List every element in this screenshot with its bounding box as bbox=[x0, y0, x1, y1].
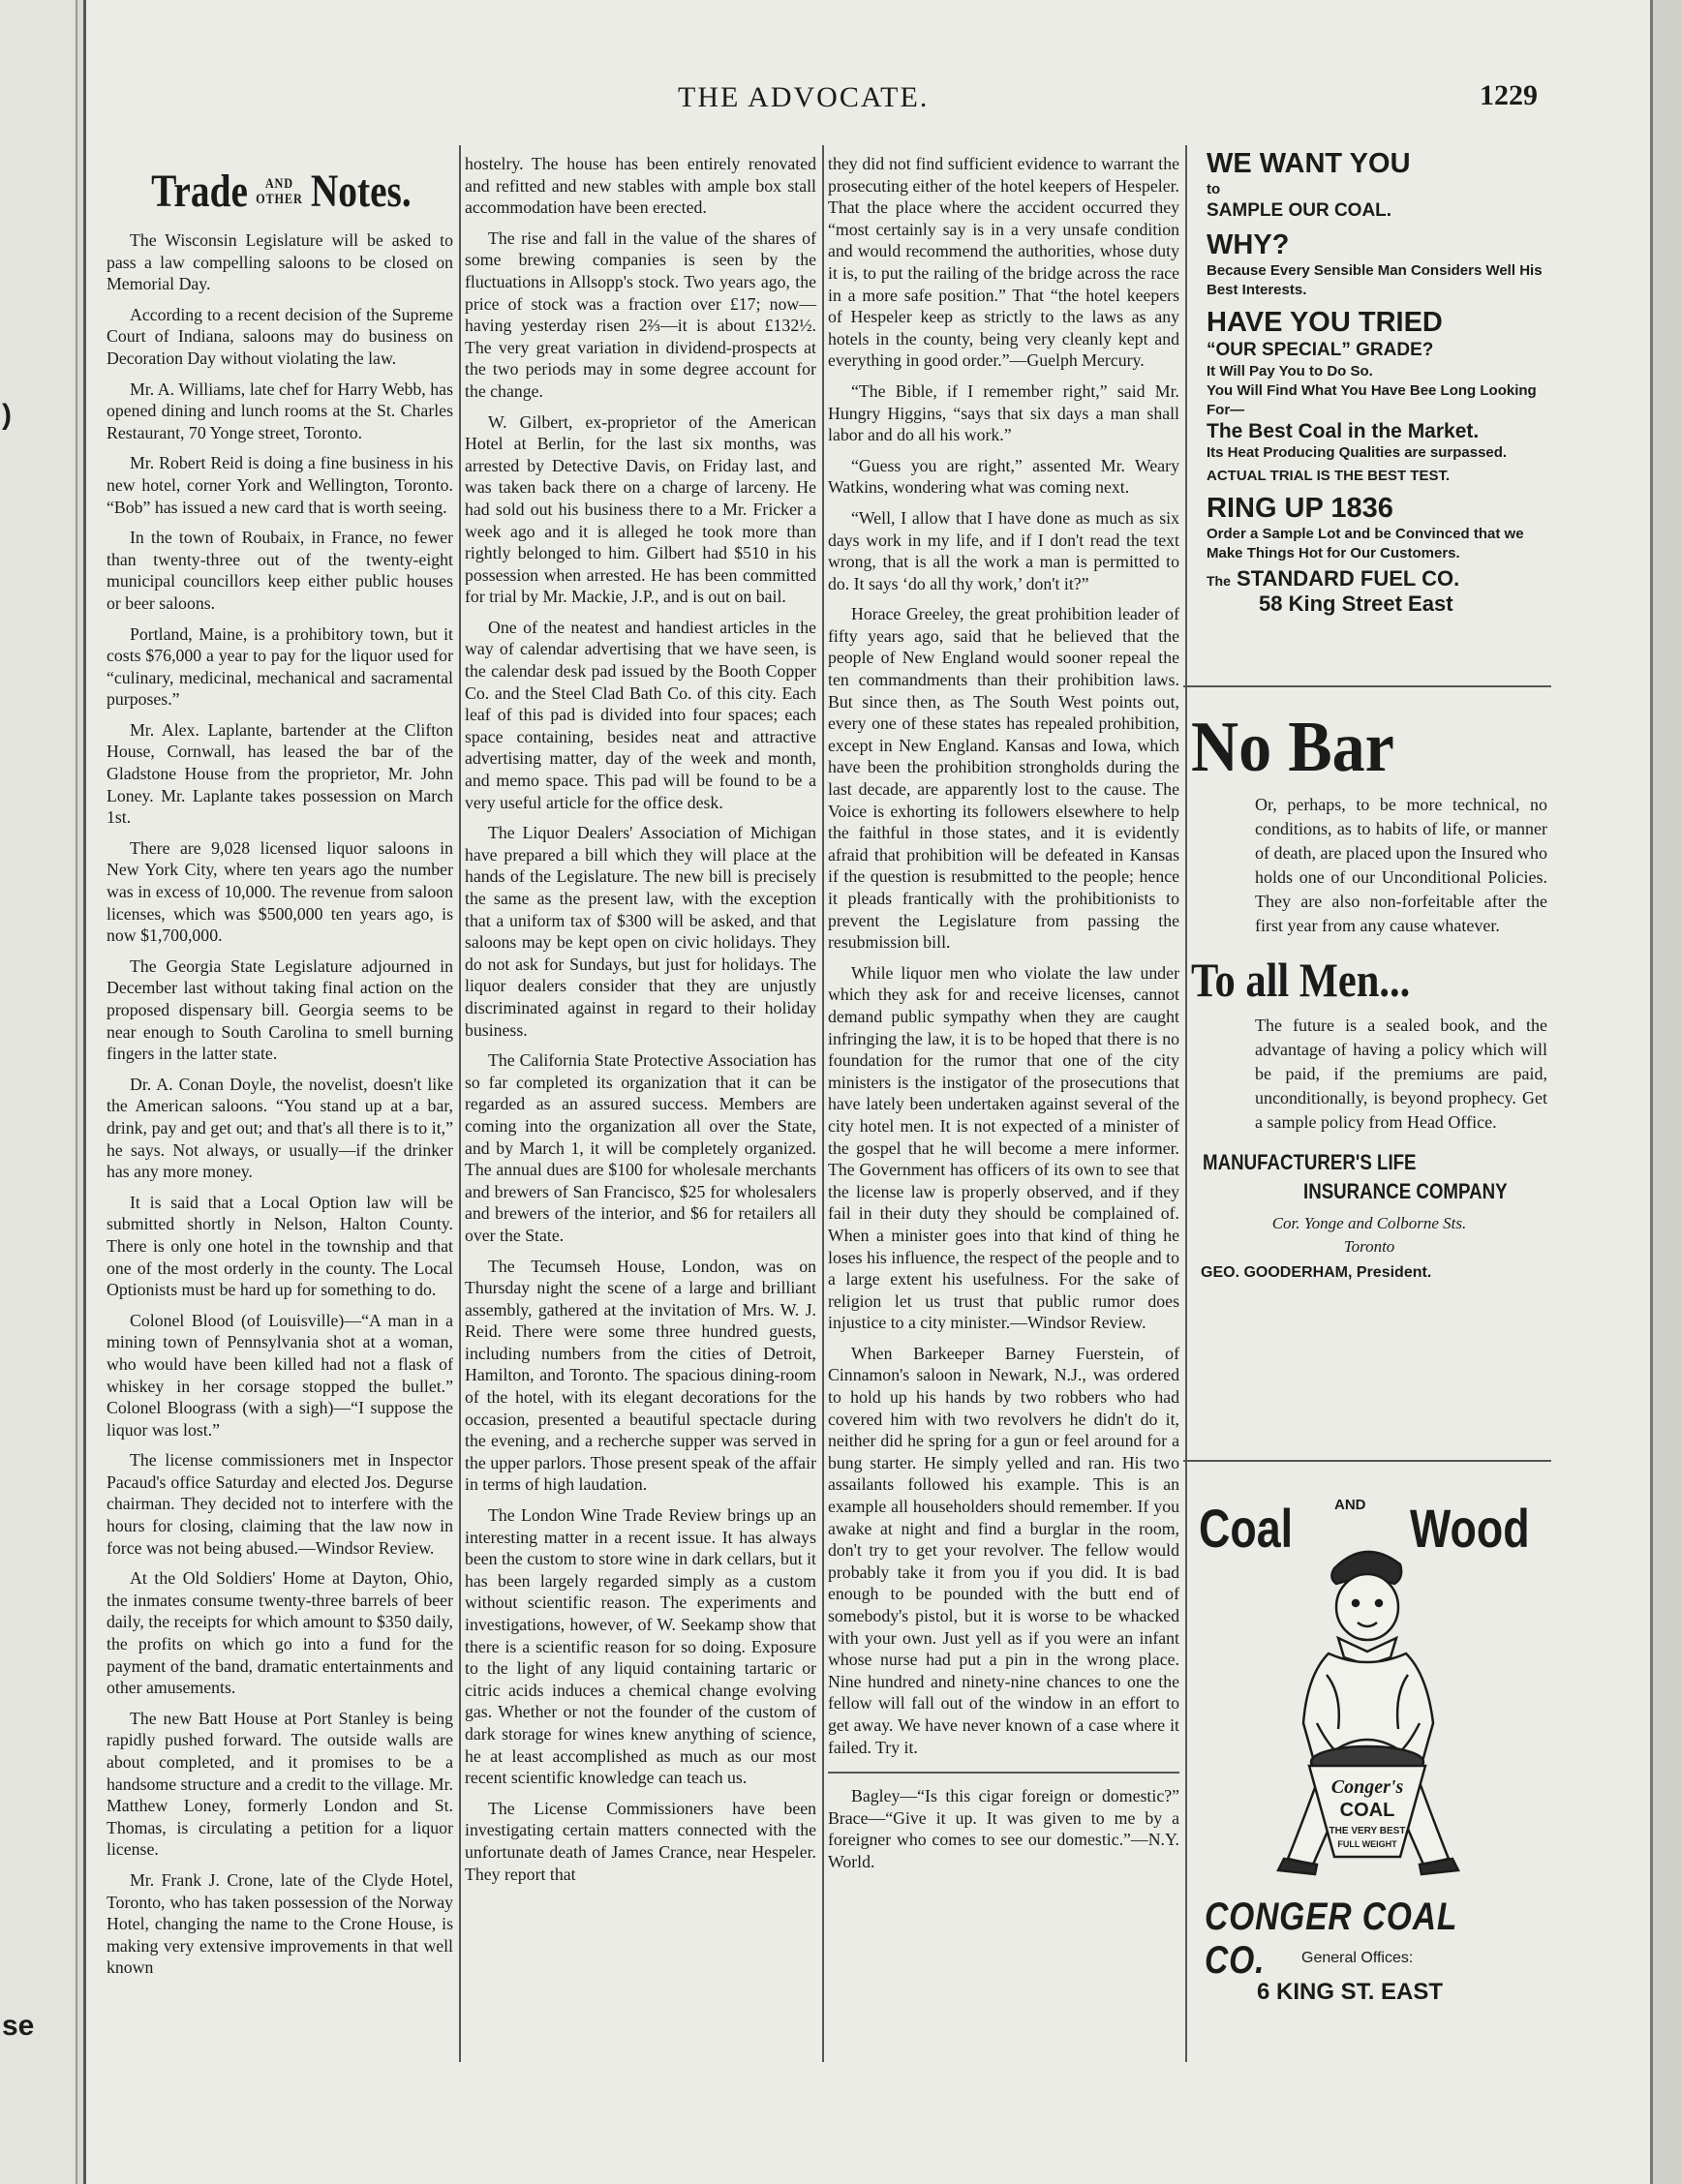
ad-line: “OUR SPECIAL” GRADE? bbox=[1207, 340, 1434, 360]
next-page-edge bbox=[1650, 0, 1681, 2184]
company-address: Cor. Yonge and Colborne Sts. bbox=[1271, 1214, 1467, 1232]
article-paragraph: The rise and fall in the value of the shares of some brewing companies is seen by the fluctuations in Allsopp's stock. Two years ago, the price of stock was a fraction over £17; now—having yesterday risen 2⅔—it is about £132½. The very great variation in dividend-prospects at the two periods may in some degree account for the change. bbox=[465, 228, 816, 401]
article-paragraph: The Liquor Dealers' Association of Michigan have prepared a bill which they will place at the hands of the Legislature. The new bill is precisely the same as the present law, with the exception that a uniform tax of $300 will be asked, and that saloons may be kept open on civic holidays. They do not ask for Sundays, but just for holidays. The liquor dealers consider that they are unjustly discriminated against in regard to their holiday business. bbox=[465, 823, 816, 1040]
boy-with-coal-basket-illustration bbox=[1220, 1530, 1511, 1888]
divider bbox=[828, 1772, 1179, 1774]
ad-line: WE WANT YOU bbox=[1207, 148, 1411, 179]
article-paragraph: “Well, I allow that I have done as much as six days work in my life, and if I don't read the text wrong, that is all the work a man is permitted to do. It says ‘do all thy work,’ don't it?” bbox=[828, 507, 1179, 593]
ad-line: Because Every Sensible Man Considers Well His Best Interests. bbox=[1207, 262, 1543, 298]
article-paragraph: At the Old Soldiers' Home at Dayton, Ohio, the inmates consume twenty-three barrels of beer daily, the receipts for which amount to $350 daily, the profits on which go into a fund for the payment of the band, dramatic entertainments and other amusements. bbox=[107, 1568, 453, 1698]
heading-and: AND bbox=[264, 175, 293, 192]
company-name: MANUFACTURER'S LIFE bbox=[1203, 1150, 1417, 1174]
ad-divider bbox=[1183, 1460, 1551, 1462]
page-number: 1229 bbox=[1480, 79, 1538, 111]
article-paragraph: While liquor men who violate the law under which they ask for and receive licenses, cannot demand public sympathy when they are caught infringing the law, it is to be hoped that there is no foundation for the rumor that one of the city ministers is the instigator of the prosecutions that have lately been undertaken against several of the city hotel men. It is not expected of a minister of the gospel that he will become a mere informer. The Government has officers of its own to see that the license law is properly observed, and if they fail in their duty they should be complained of. When a minister goes into that kind of thing he loses his influence, the respect of the people and to a large extent his usefulness. For the sake of religion let us trust that public rumor does injustice to a city minister.—Windsor Review. bbox=[828, 962, 1179, 1333]
ad-title-wood: Wood bbox=[1410, 1498, 1530, 1559]
insurance-ad bbox=[1191, 695, 1547, 1470]
heading-notes: Notes. bbox=[310, 166, 412, 217]
company-name: STANDARD FUEL CO. bbox=[1237, 566, 1460, 591]
article-paragraph: One of the neatest and handiest articles in the way of calendar advertising that we have seen, is the calendar desk pad issued by the Booth Copper Co. and the Steel Clad Bath Co. of this city. Each leaf of this pad is divided into four spaces; each space containing, besides neat and attractive advertising matter, day of the week and month, and memo space. This pad will be found to be a very useful article for the office desk. bbox=[465, 617, 816, 812]
company-name-2: INSURANCE COMPANY bbox=[1303, 1179, 1508, 1203]
basket-label-2: COAL bbox=[1339, 1800, 1395, 1821]
ad-line: to bbox=[1207, 181, 1221, 197]
offices-label: General Offices: bbox=[1301, 1950, 1414, 1966]
column-2 bbox=[465, 153, 816, 1894]
ad-title-2: To all Men... bbox=[1191, 953, 1411, 1007]
standard-fuel-ad bbox=[1191, 145, 1547, 680]
heading-other: OTHER bbox=[256, 191, 303, 207]
ad-line: It Will Pay You to Do So. bbox=[1207, 363, 1373, 379]
article-paragraph: It is said that a Local Option law will be submitted shortly in Nelson, Halton County. There is only one hotel in the township and that one of the most orderly in the county. The Local Optionists must be hard up for something to do. bbox=[107, 1192, 453, 1300]
article-paragraph: Colonel Blood (of Louisville)—“A man in a mining town of Pennsylvania shot at a woman, who would have been killed had not a flask of whiskey in her corsage stopped the bullet.” Colonel Bloograss (with a sigh)—“I suppose the liquor was lost.” bbox=[107, 1310, 453, 1440]
article-paragraph: According to a recent decision of the Supreme Court of Indiana, saloons may do business on Decoration Day without violating the law. bbox=[107, 304, 453, 368]
ad-line: Its Heat Producing Qualities are surpassed. bbox=[1207, 444, 1508, 461]
article-paragraph: Mr. A. Williams, late chef for Harry Webb, has opened dining and lunch rooms at the St. Charles Restaurant, 70 Yonge street, Toronto. bbox=[107, 379, 453, 442]
ad-title-and: AND bbox=[1334, 1497, 1366, 1513]
column-rule-3 bbox=[1185, 145, 1187, 2062]
column-rule-2 bbox=[822, 145, 824, 2062]
ad-divider bbox=[1183, 685, 1551, 687]
article-paragraph: “The Bible, if I remember right,” said Mr. Hungry Higgins, “says that six days a man shall labor and do all his work.” bbox=[828, 380, 1179, 445]
basket-label-4: FULL WEIGHT bbox=[1337, 1839, 1397, 1849]
ad-line: The Best Coal in the Market. bbox=[1207, 420, 1480, 442]
masthead: THE ADVOCATE. bbox=[678, 81, 930, 113]
article-paragraph: Portland, Maine, is a prohibitory town, but it costs $76,000 a year to pay for the liquor used for “culinary, medicinal, mechanical and sacramental purposes.” bbox=[107, 623, 453, 710]
article-paragraph: Mr. Robert Reid is doing a fine business in his new hotel, corner York and Wellington, Toronto. “Bob” has issued a new card that is worth seeing. bbox=[107, 453, 453, 517]
section-heading bbox=[107, 165, 456, 218]
article-paragraph: The Wisconsin Legislature will be asked to pass a law compelling saloons to be closed on Memorial Day. bbox=[107, 230, 453, 294]
ad-line: The bbox=[1207, 573, 1231, 589]
basket-label-3: THE VERY BEST bbox=[1329, 1826, 1406, 1836]
ad-line: ACTUAL TRIAL IS THE BEST TEST. bbox=[1207, 468, 1451, 484]
ad-line: WHY? bbox=[1207, 229, 1290, 260]
company-president: GEO. GOODERHAM, President. bbox=[1201, 1264, 1432, 1281]
company-name: CONGER COAL CO. bbox=[1205, 1896, 1457, 1982]
article-paragraph: The Tecumseh House, London, was on Thursday night the scene of a large and brilliant assembly, gathered at the invitation of Mrs. W. J. Reid. There were some three hundred guests, including numbers from the cities of Detroit, Hamilton, and Toronto. The spacious dining-room of the hotel, with its elegant decorations for the occasion, presented a beautiful spectacle during the evening, and a recherche supper was served in the upper parlors. Those present speak of the affair in terms of high laudation. bbox=[465, 1256, 816, 1495]
article-paragraph: “Guess you are right,” assented Mr. Weary Watkins, wondering what was coming next. bbox=[828, 455, 1179, 498]
article-paragraph: The Georgia State Legislature adjourned in December last without taking final action on the proposed dispensary bill. Georgia seems to be near enough to South Carolina to smell burning fingers in the latter state. bbox=[107, 956, 453, 1064]
heading-trade: Trade bbox=[151, 166, 248, 217]
article-paragraph: The new Batt House at Port Stanley is being rapidly pushed forward. The outside walls are about completed, and it promises to be a handsome structure and a credit to the village. Mr. Matthew Loney, formerly London and St. Thomas, is circulating a petition for a liquor license. bbox=[107, 1708, 453, 1860]
article-paragraph: The License Commissioners have been investigating certain matters connected with the unfortunate death of James Crance, near Hespeler. They report that bbox=[465, 1798, 816, 1884]
ad-paragraph: Or, perhaps, to be more technical, no conditions, as to habits of life, or manner of death, are placed upon the Insured who holds one of our Unconditional Policies. They are also non-forfeitable after the first year from any cause whatever. bbox=[1255, 795, 1547, 935]
column-rule-1 bbox=[459, 145, 461, 2062]
article-paragraph: The California State Protective Association has so far completed its organization that it can be regarded as an assured success. Members are coming into the organization all over the State, and by March 1, it will be completely organized. The annual dues are $100 for wholesale merchants and brewers of San Francisco, $25 for wholesalers and brewers of the interior, and $6 for retailers all over the State. bbox=[465, 1050, 816, 1245]
ad-line: SAMPLE OUR COAL. bbox=[1207, 200, 1392, 221]
ad-line: Order a Sample Lot and be Convinced that we Make Things Hot for Our Customers. bbox=[1207, 526, 1524, 561]
ad-line: You Will Find What You Have Bee Long Looking For— bbox=[1207, 382, 1537, 418]
article-paragraph: Dr. A. Conan Doyle, the novelist, doesn't like the American saloons. “You stand up at a bar, drink, pay and get out; and that's all there is to it,” he says. Not always, or usually—if the drinker has any more money. bbox=[107, 1074, 453, 1182]
column-1 bbox=[107, 153, 453, 1987]
company-address: 58 King Street East bbox=[1259, 592, 1453, 616]
article-paragraph: W. Gilbert, ex-proprietor of the American Hotel at Berlin, for the last six months, was arrested by Detective Davis, on Friday last, and was taken back there on a charge of larceny. He had sold out his business there to a Mr. Fricker a week ago and it is alleged he took more than rightly belonged to him. Gilbert had $510 in his possession when arrested. He has been committed for trial by Mr. Mackie, J.P., and is out on bail. bbox=[465, 411, 816, 607]
left-fragment-2: se bbox=[2, 2010, 35, 2042]
ad-line: HAVE YOU TRIED bbox=[1207, 307, 1443, 338]
left-fragment-1: ) bbox=[2, 399, 12, 431]
column-3 bbox=[828, 153, 1179, 1882]
company-address: 6 KING ST. EAST bbox=[1257, 1979, 1444, 2005]
company-city: Toronto bbox=[1343, 1237, 1395, 1256]
article-paragraph: The license commissioners met in Inspector Pacaud's office Saturday and elected Jos. Degurse chairman. They decided not to interfere with the hours for closing, claiming that the law now in force was not being abused.—Windsor Review. bbox=[107, 1450, 453, 1558]
article-paragraph: Bagley—“Is this cigar foreign or domestic?” Brace—“Give it up. It was given to me by a foreigner who comes to see our domestic.”—N.Y. World. bbox=[828, 1786, 1179, 1871]
article-paragraph: they did not find sufficient evidence to warrant the prosecuting either of the hotel keepers of Hespeler. That the place where the accident occurred they “most certainly say is in a very unsafe condition and would recommend the authorities, whose duty it is, to put the railing of the bridge across the race in a more safe position.” That “the hotel keepers of Hespeler keep as strictly to the laws as any hotels in the county, being very cleanly kept and everything in good order.”—Guelph Mercury. bbox=[828, 154, 1179, 371]
ad-title-coal: Coal bbox=[1199, 1498, 1294, 1559]
ad-line: RING UP 1836 bbox=[1207, 493, 1393, 524]
basket-label-1: Conger's bbox=[1330, 1776, 1404, 1798]
previous-page-edge bbox=[0, 0, 77, 2184]
article-paragraph: The London Wine Trade Review brings up an interesting matter in a recent issue. It has always been the custom to store wine in dark cellars, but it has been largely regarded simply as a custom without scientific reason. The experiments and investigations, however, of W. Seekamp show that there is a scientific reason for so doing. Exposure to the light of any liquid containing tartaric or citric acids induces a chemical change evolving gas. Whether or not the founder of the custom of dark storage for wines knew anything of science, he at least accomplished as much as our most recent scientific knowledge can teach us. bbox=[465, 1505, 816, 1788]
ad-title: No Bar bbox=[1191, 708, 1394, 787]
article-paragraph: When Barkeeper Barney Fuerstein, of Cinnamon's saloon in Newark, N.J., was ordered to hold up his hands by two robbers who had covered him with two revolvers he didn't do it, neither did he spring for a gun or feel around for a bung starter. He simply yelled and ran. His two assailants followed his example. This is an example all householders should remember. If you awake at night and find a burglar in the room, don't try to get your revolver. The fellow would probably take it from you if you did. It is bad enough to be pounded with the butt end of somebody's pistol, but it is worse to be whacked with your own. Just yell as if you were an infant whose nurse had put a pin in the wrong place. Nine hundred and ninety-nine chances to one the fellow will fall out of the window in an effort to get away. We have never known of a case where it failed. Try it. bbox=[828, 1343, 1179, 1757]
article-paragraph: Horace Greeley, the great prohibition leader of fifty years ago, said that he believed that the people of New England would sooner repeal the ten commandments than their prohibition laws. But since then, as The South West points out, every one of these states has repealed prohibition, except in New England. Kansas and Iowa, which have been the prohibition strongholds during the last decade, are apparently lost to the cause. The Voice is exhorting its followers elsewhere to help the faithful in those states, and it is evidently afraid that prohibition will be defeated in Kansas if the question is resubmitted to the people; hence it pleads frantically with the prohibitionists to prevent the Legislature from passing the resubmission bill. bbox=[828, 604, 1179, 953]
article-paragraph: Mr. Alex. Laplante, bartender at the Clifton House, Cornwall, has leased the bar of the Gladstone House from the proprietor, Mr. John Loney. Mr. Laplante takes possession on March 1st. bbox=[107, 719, 453, 828]
article-paragraph: Mr. Frank J. Crone, late of the Clyde Hotel, Toronto, who has taken possession of the Norway Hotel, changing the name to the Crone House, is making very extensive improvements in that well known bbox=[107, 1869, 453, 1978]
article-paragraph: In the town of Roubaix, in France, no fewer than twenty-three out of the twenty-eight municipal councillors keep either public houses or beer saloons. bbox=[107, 528, 453, 613]
article-paragraph: hostelry. The house has been entirely renovated and refitted and new stables with ample box stall accommodation have been erected. bbox=[465, 154, 816, 218]
ad-paragraph-2: The future is a sealed book, and the advantage of having a policy which will be paid, if the premiums are paid, unconditionally, is beyond prophecy. Get a sample policy from Head Office. bbox=[1255, 1016, 1547, 1132]
article-paragraph: There are 9,028 licensed liquor saloons in New York City, where ten years ago the number was in excess of 10,000. The revenue from saloon licenses, which was $500,000 ten years ago, is now $1,700,000. bbox=[107, 837, 453, 946]
